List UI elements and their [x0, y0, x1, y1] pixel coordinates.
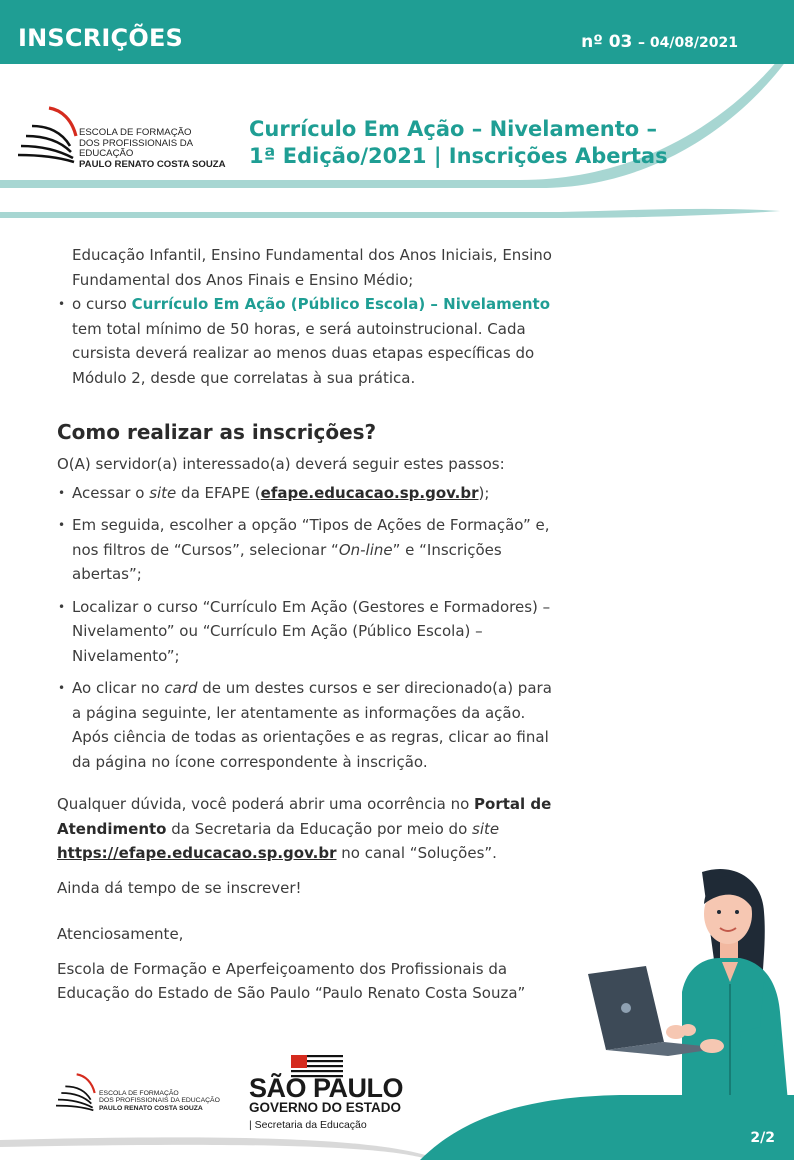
- course-list: [57, 292, 558, 390]
- signature: Escola de Formação e Aperfeiçoamento dos Profissionais da Educação do Estado de São Paulo “Paulo Renato Costa Souza”: [57, 959, 526, 1002]
- text: ” e “Inscrições abertas”;: [72, 540, 502, 583]
- step-item: [57, 481, 558, 506]
- course-name-highlight: Currículo Em Ação (Público Escola) – Nivelamento: [131, 295, 551, 313]
- text: o curso: [72, 295, 132, 313]
- step-item: [57, 676, 558, 774]
- efape-logo-icon: [55, 1073, 97, 1113]
- woman-with-laptop-illustration: [582, 862, 794, 1102]
- sao-paulo-government-logo: [247, 1053, 417, 1133]
- reminder-text: Ainda dá tempo de se inscrever!: [57, 878, 302, 897]
- text: card: [164, 679, 198, 697]
- efape-logo: [18, 106, 233, 170]
- secretariat-label: | Secretaria da Educação: [249, 1119, 367, 1131]
- logo-text: [79, 128, 233, 170]
- text: site: [149, 483, 177, 502]
- sign-off: Atenciosamente,: [57, 925, 184, 943]
- text: tem total mínimo de 50 horas, e será autoinstrucional. Cada cursista deverá realizar ao menos duas etapas específicas do Módulo 2, desde que correlatas à sua prática.: [72, 319, 535, 387]
- logo-text: [99, 1090, 220, 1112]
- text: );: [478, 483, 490, 502]
- efape-url-link[interactable]: https://efape.educacao.sp.gov.br: [57, 844, 337, 862]
- portal-link[interactable]: Portal de Atendimento: [57, 795, 552, 838]
- step-item: • Localizar o curso “Currículo Em Ação (Gestores e Formadores) – Nivelamento” ou “Currículo Em Ação (Público Escola) – Nivelamento”;: [57, 595, 558, 669]
- section-title: INSCRIÇÕES: [18, 24, 184, 52]
- list-item: [57, 292, 558, 390]
- steps-list: [57, 481, 558, 775]
- efape-logo-footer: [55, 1073, 225, 1113]
- issue-number: nº 03: [581, 32, 633, 52]
- logo-line-3: PAULO RENATO COSTA SOUZA: [79, 158, 226, 170]
- step-item: [57, 513, 558, 587]
- logo-line-1: ESCOLA DE FORMAÇÃO: [99, 1090, 179, 1097]
- text: Qualquer dúvida, você poderá abrir uma ocorrência no: [57, 795, 475, 813]
- text: site: [472, 819, 500, 838]
- government-label: GOVERNO DO ESTADO: [249, 1100, 402, 1115]
- main-content: [57, 243, 558, 1006]
- page-number: 2/2: [750, 1130, 775, 1146]
- headline: [249, 116, 749, 170]
- headline-line-2: 1ª Edição/2021 | Inscrições Abertas: [249, 144, 668, 168]
- logo-line-3: PAULO RENATO COSTA SOUZA: [99, 1104, 203, 1112]
- text: Ao clicar no: [72, 679, 165, 697]
- continued-paragraph: Educação Infantil, Ensino Fundamental dos Anos Iniciais, Ensino Fundamental dos Anos Finais e Ensino Médio;: [72, 246, 552, 289]
- help-paragraph: [57, 792, 558, 866]
- text: Em seguida, escolher a opção “Tipos de Ações de Formação” e, nos filtros de “Cursos”, selecionar “: [72, 516, 550, 559]
- text: On-line: [338, 540, 393, 559]
- efape-logo-icon: [18, 106, 78, 166]
- logo-line-2: DOS PROFISSIONAIS DA EDUCAÇÃO: [79, 137, 193, 159]
- headline-line-1: Currículo Em Ação – Nivelamento –: [249, 117, 657, 141]
- logo-line-2: DOS PROFISSIONAIS DA EDUCAÇÃO: [99, 1097, 220, 1105]
- sao-paulo-wordmark: SÃO PAULO: [249, 1073, 404, 1103]
- text: no canal “Soluções”.: [336, 844, 497, 862]
- text: de um destes cursos e ser direcionado(a) para a página seguinte, ler atentamente as informações da ação. Após ciência de todas as orientações e as regras, clicar ao final da página no ícone correspondente à inscrição.: [72, 679, 552, 771]
- text: Acessar o: [72, 483, 150, 502]
- logo-line-1: ESCOLA DE FORMAÇÃO: [79, 127, 192, 138]
- text: da Secretaria da Educação por meio do: [166, 819, 473, 838]
- intro-text: O(A) servidor(a) interessado(a) deverá seguir estes passos:: [57, 455, 505, 473]
- text: da EFAPE (: [176, 483, 261, 502]
- efape-link[interactable]: efape.educacao.sp.gov.br: [260, 483, 479, 502]
- issue-date: – 04/08/2021: [637, 35, 738, 51]
- how-to-register-heading: Como realizar as inscrições?: [57, 420, 377, 444]
- issue-info: [581, 32, 738, 52]
